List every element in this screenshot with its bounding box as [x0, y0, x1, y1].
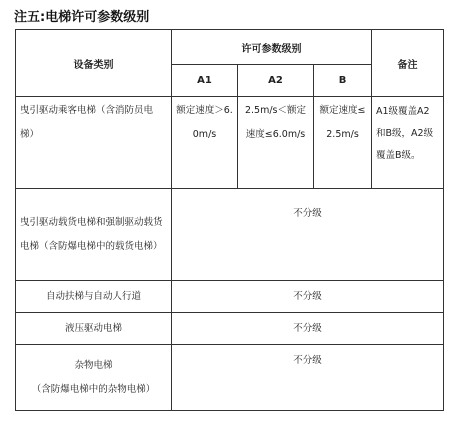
- header-category: 设备类别: [16, 30, 172, 97]
- note-title: 注五:电梯许可参数级别: [14, 10, 150, 25]
- table-row: [16, 313, 444, 345]
- table-row: [16, 281, 444, 313]
- elevator-license-table: [15, 29, 444, 411]
- header-level-a1: A1: [172, 65, 238, 97]
- row-remark: A1级覆盖A2和B级，A2级覆盖B级。: [372, 97, 444, 189]
- row-category: 曳引驱动载货电梯和强制驱动载货电梯（含防爆电梯中的载货电梯）: [16, 189, 172, 281]
- row-category: 液压驱动电梯: [16, 313, 172, 345]
- header-params-group: 许可参数级别: [172, 30, 372, 65]
- row-merged-level: 不分级: [172, 345, 444, 411]
- header-remark: 备注: [372, 30, 444, 97]
- table-row: [16, 97, 444, 189]
- header-level-b: B: [314, 65, 372, 97]
- row-merged-level: 不分级: [172, 281, 444, 313]
- header-row-1: [16, 30, 444, 65]
- table-row: [16, 345, 444, 411]
- row-level-a2: 2.5m/s＜额定速度≤6.0m/s: [238, 97, 314, 189]
- row-level-b: 额定速度≤2.5m/s: [314, 97, 372, 189]
- header-level-a2: A2: [238, 65, 314, 97]
- row-merged-level: 不分级: [172, 313, 444, 345]
- row-category: 自动扶梯与自动人行道: [16, 281, 172, 313]
- row-category: 杂物电梯 （含防爆电梯中的杂物电梯）: [16, 345, 172, 411]
- table-row: [16, 189, 444, 281]
- row-level-a1: 额定速度＞6.0m/s: [172, 97, 238, 189]
- row-merged-level: 不分级: [172, 189, 444, 281]
- row-category: 曳引驱动乘客电梯（含消防员电梯）: [16, 97, 172, 189]
